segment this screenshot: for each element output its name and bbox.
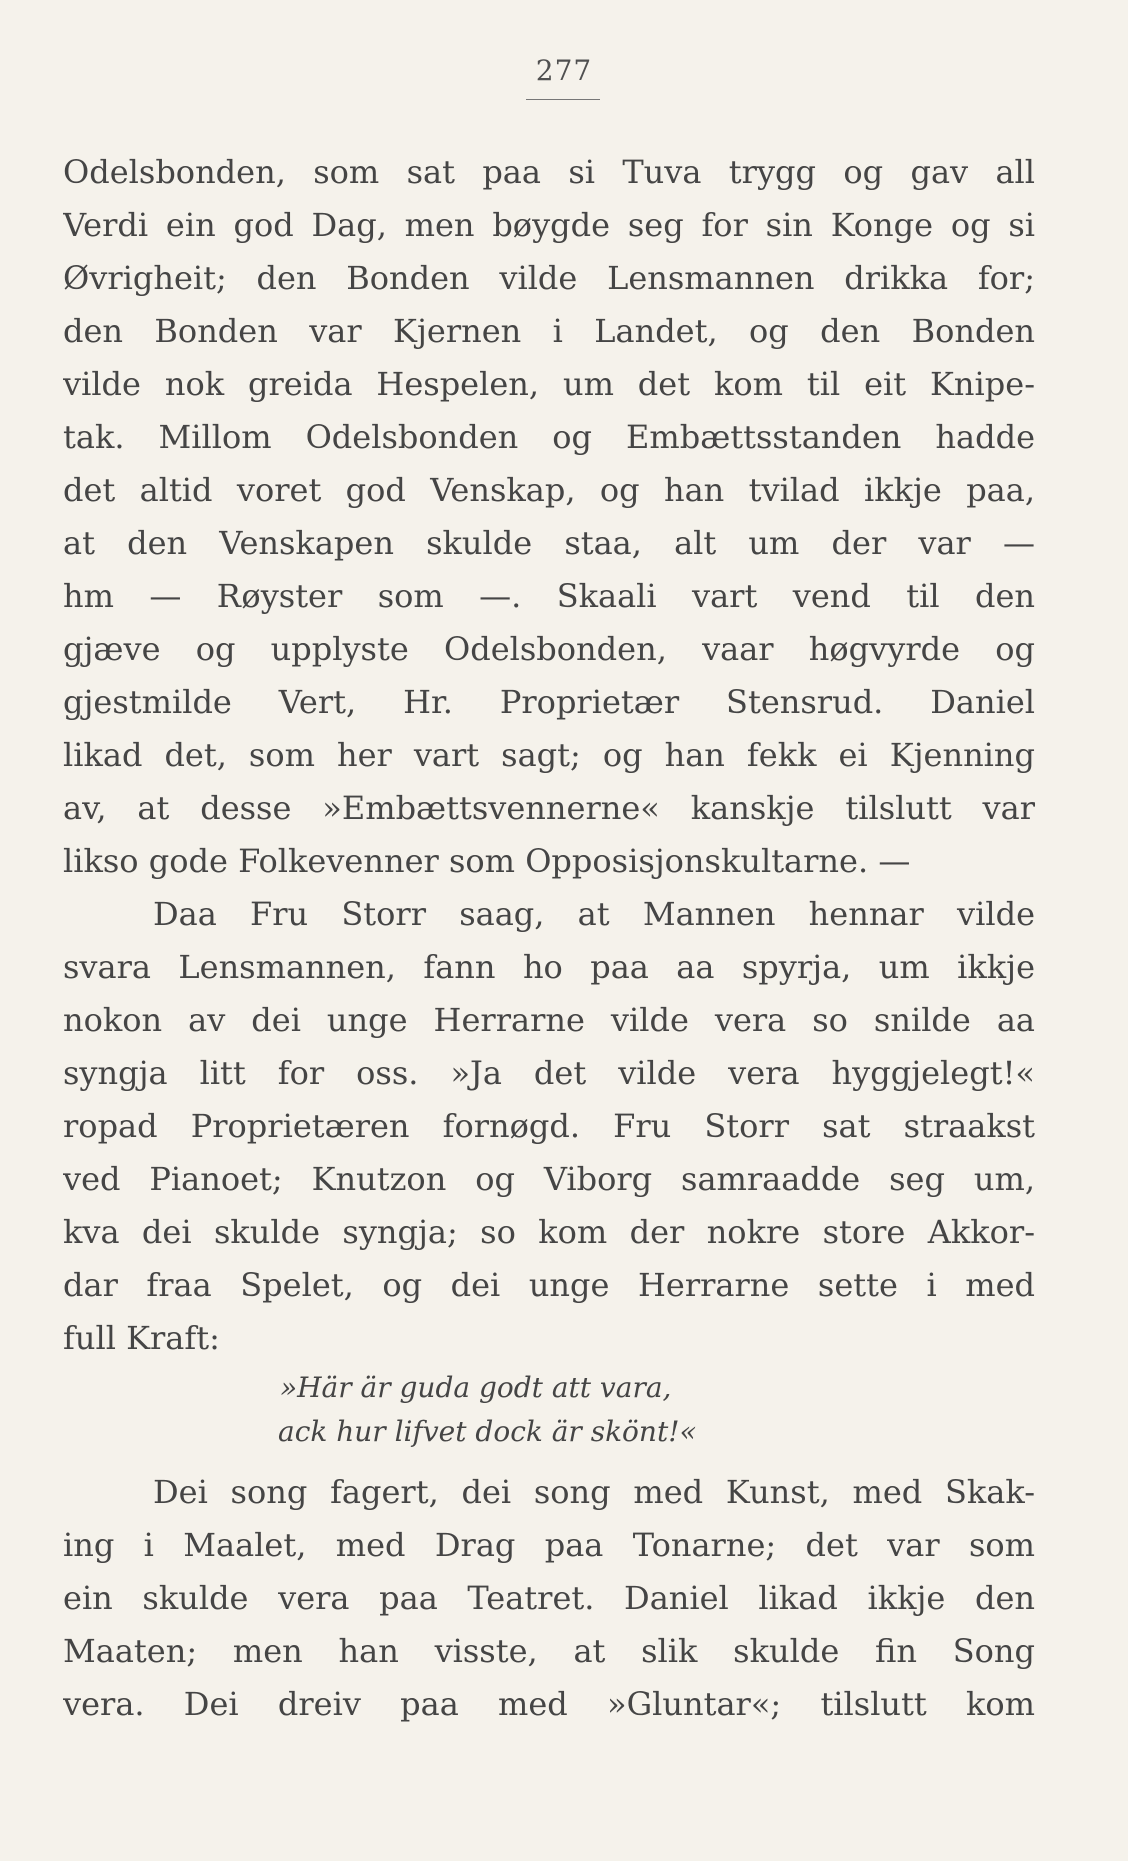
text-line: likso gode Folkevenner som Opposisjonskultarne. — <box>63 842 911 880</box>
text-line: Maaten; men han visste, at slik skulde fin Song <box>63 1632 1035 1670</box>
text-line: ein skulde vera paa Teatret. Daniel likad ikkje den <box>63 1579 1035 1617</box>
page-number-rule <box>526 99 600 100</box>
text-line: Øvrigheit; den Bonden vilde Lensmannen drikka for; <box>63 259 1035 297</box>
text-line: Odelsbonden, som sat paa si Tuva trygg og gav all <box>63 153 1035 191</box>
text-line: Dei song fagert, dei song med Kunst, med Skak- <box>153 1473 1035 1511</box>
text-line: syngja litt for oss. »Ja det vilde vera hyggjelegt!« <box>63 1054 1035 1092</box>
page-number: 277 <box>535 54 593 87</box>
text-line: likad det, som her vart sagt; og han fekk ei Kjenning <box>63 736 1035 774</box>
text-line: ing i Maalet, med Drag paa Tonarne; det var som <box>63 1526 1035 1564</box>
text-line: Verdi ein god Dag, men bøygde seg for sin Konge og si <box>63 206 1035 244</box>
paragraph-2 <box>63 888 1035 1365</box>
text-line: av, at desse »Embættsvennerne« kanskje tilslutt var <box>63 789 1035 827</box>
text-line: dar fraa Spelet, og dei unge Herrarne sette i med <box>63 1266 1035 1304</box>
text-line: gjestmilde Vert, Hr. Proprietær Stensrud. Daniel <box>63 683 1035 721</box>
text-line: den Bonden var Kjernen i Landet, og den Bonden <box>63 312 1035 350</box>
text-line: vera. Dei dreiv paa med »Gluntar«; tilslutt kom <box>63 1685 1035 1723</box>
text-line: Daa Fru Storr saag, at Mannen hennar vilde <box>153 895 1035 933</box>
verse-line: ack hur lifvet dock är skönt!« <box>278 1415 697 1448</box>
text-line: gjæve og upplyste Odelsbonden, vaar høgvyrde og <box>63 630 1035 668</box>
text-line: full Kraft: <box>63 1319 220 1357</box>
text-line: svara Lensmannen, fann ho paa aa spyrja, um ikkje <box>63 948 1035 986</box>
text-line: at den Venskapen skulde staa, alt um der var — <box>63 524 1035 562</box>
text-line: det altid voret god Venskap, og han tvilad ikkje paa, <box>63 471 1035 509</box>
text-line: ropad Proprietæren fornøgd. Fru Storr sat straakst <box>63 1107 1035 1145</box>
paragraph-1 <box>63 146 1035 888</box>
text-line: vilde nok greida Hespelen, um det kom til eit Knipe- <box>63 365 1035 403</box>
paragraph-3 <box>63 1466 1035 1731</box>
text-line: hm — Røyster som —. Skaali vart vend til den <box>63 577 1035 615</box>
verse-line: »Här är guda godt att vara, <box>280 1371 672 1404</box>
text-line: ved Pianoet; Knutzon og Viborg samraadde seg um, <box>63 1160 1035 1198</box>
text-line: nokon av dei unge Herrarne vilde vera so snilde aa <box>63 1001 1035 1039</box>
text-line: kva dei skulde syngja; so kom der nokre store Akkor- <box>63 1213 1035 1251</box>
verse-quote <box>0 1366 1128 1454</box>
text-line: tak. Millom Odelsbonden og Embættsstanden hadde <box>63 418 1035 456</box>
